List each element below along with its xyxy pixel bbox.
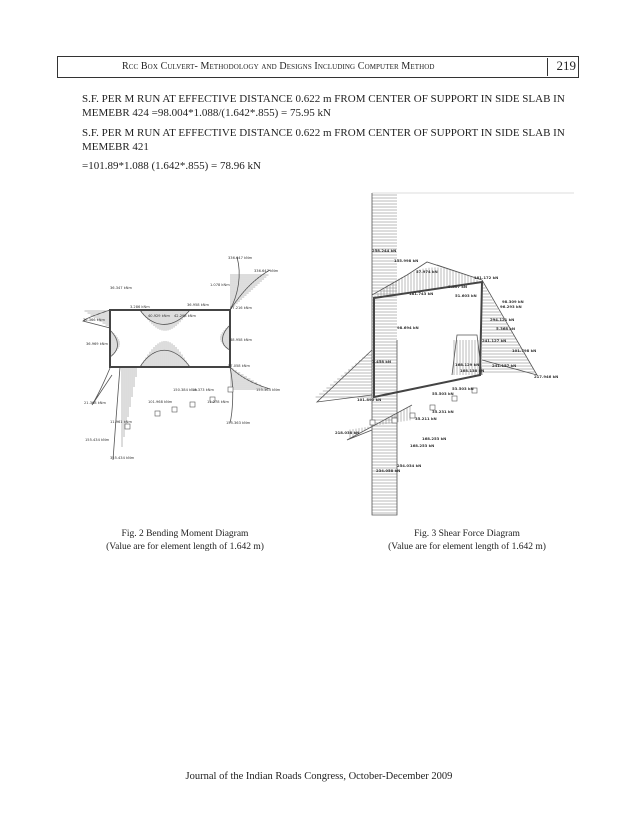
- sf-value-label: 51.603 kN: [455, 293, 477, 298]
- sf-value-label: 155.998 kN: [394, 258, 419, 263]
- fig3-caption-note: (Value are for element length of 1.642 m): [388, 542, 546, 552]
- paragraph-sf-member-424: [82, 92, 582, 120]
- bm-value-label: 336.647 kNm: [254, 269, 279, 273]
- bm-value-label: 40.929 kNm: [148, 314, 170, 318]
- sf-value-label: 168.253 kN: [410, 443, 435, 448]
- bm-value-label: 155.363 kNm: [256, 388, 280, 392]
- shear-force-diagram: [312, 190, 577, 520]
- sf-value-label: 5.368 kN: [496, 326, 516, 331]
- sf-value-label: 241.157 kN: [492, 363, 517, 368]
- sf-value-label: 241.127 kN: [482, 338, 507, 343]
- fig3-caption: [357, 528, 577, 554]
- bm-value-label: 36.969 kNm: [86, 342, 108, 346]
- sf-value-label: 168.253 kN: [422, 436, 447, 441]
- bm-value-label: 21.368 kNm: [84, 401, 106, 405]
- sf-value-label: 98.694 kN: [397, 325, 419, 330]
- journal-footer: Journal of the Indian Roads Congress, October-December 2009: [185, 771, 453, 782]
- fig2-caption-title: Fig. 2 Bending Moment Diagram: [121, 529, 249, 539]
- page-number: 219: [547, 58, 576, 76]
- bm-value-label: 150.384 kNm: [173, 388, 198, 392]
- bm-value-label: 101.968 kNm: [148, 400, 173, 404]
- sf-value-label: 218.038 kN: [335, 430, 360, 435]
- paragraph-line: MEMEBR 424 =98.004*1.088/(1.642*.855) = 75.95 kN: [82, 107, 331, 119]
- sf-value-label: 258.244 kN: [372, 248, 397, 253]
- bm-value-label: 13.373 kNm: [192, 388, 214, 392]
- bm-value-label: 1.078 kNm: [210, 283, 230, 287]
- bending-moment-diagram: [80, 255, 280, 465]
- bm-value-label: 57.058 kNm: [228, 364, 250, 368]
- sf-value-label: 96.293 kN: [500, 304, 522, 309]
- sf-value-label: 1.458 kN: [372, 359, 392, 364]
- bm-value-label: 36.958 kNm: [187, 303, 209, 307]
- bm-value-label: 11.278 kNm: [207, 400, 229, 404]
- sf-value-label: 234.058 kN: [376, 468, 401, 473]
- running-header-title: Rcc Box Culvert- Methodology and Designs Including Computer Method: [122, 61, 435, 72]
- bm-value-label: 42.298 kNm: [174, 314, 196, 318]
- sf-value-label: 254.034 kN: [397, 463, 422, 468]
- sf-value-label: 101.798 kN: [512, 348, 537, 353]
- sf-value-label: 35.211 kN: [415, 416, 437, 421]
- bm-value-label: 57.216 kNm: [230, 306, 252, 310]
- bm-value-label: 3.286 kNm: [130, 305, 150, 309]
- running-header: [57, 56, 579, 78]
- sf-value-label: 2.807 kN: [448, 284, 468, 289]
- sf-value-label: 181.172 kN: [474, 275, 499, 280]
- paragraph-sf-result: [82, 159, 582, 173]
- bm-value-label: 68.958 kNm: [230, 338, 252, 342]
- fig3-caption-title: Fig. 3 Shear Force Diagram: [414, 529, 520, 539]
- paragraph-line: S.F. PER M RUN AT EFFECTIVE DISTANCE 0.622 m FROM CENTER OF SUPPORT IN SIDE SLAB IN: [82, 127, 565, 139]
- paragraph-line: =101.89*1.088 (1.642*.855) = 78.96 kN: [82, 160, 261, 172]
- bm-value-label: 36.347 kNm: [110, 286, 132, 290]
- fig2-caption-note: (Value are for element length of 1.642 m): [106, 542, 264, 552]
- paragraph-sf-member-421: [82, 126, 582, 154]
- bm-value-label: 155.434 kNm: [85, 438, 110, 442]
- bm-value-label: 336.647 kNm: [228, 256, 253, 260]
- bm-value-label: 155.363 kNm: [226, 421, 251, 425]
- sf-value-label: 35.231 kN: [432, 409, 454, 414]
- sf-value-label: 168.138 kN: [460, 368, 485, 373]
- paragraph-line: MEMEBR 421: [82, 141, 149, 153]
- sf-value-label: 181.743 kN: [409, 291, 434, 296]
- fig2-caption: [85, 528, 285, 554]
- paragraph-line: S.F. PER M RUN AT EFFECTIVE DISTANCE 0.622 m FROM CENTER OF SUPPORT IN SIDE SLAB IN: [82, 93, 565, 105]
- bm-value-label: 11.961 kNm: [110, 420, 132, 424]
- sf-value-label: 101.890 kN: [357, 397, 382, 402]
- bm-value-label: 355.434 kNm: [110, 456, 135, 460]
- sf-value-label: 53.503 kN: [452, 386, 474, 391]
- sf-value-label: 55.503 kN: [432, 391, 454, 396]
- bm-value-label: 36.366 kNm: [83, 318, 105, 322]
- sf-value-label: 98.309 kN: [502, 299, 524, 304]
- sf-value-label: 57.974 kN: [416, 269, 438, 274]
- sf-value-label: 168.129 kN: [455, 362, 480, 367]
- sf-value-label: 217.946 kN: [534, 374, 559, 379]
- sf-value-label: 294.121 kN: [490, 317, 515, 322]
